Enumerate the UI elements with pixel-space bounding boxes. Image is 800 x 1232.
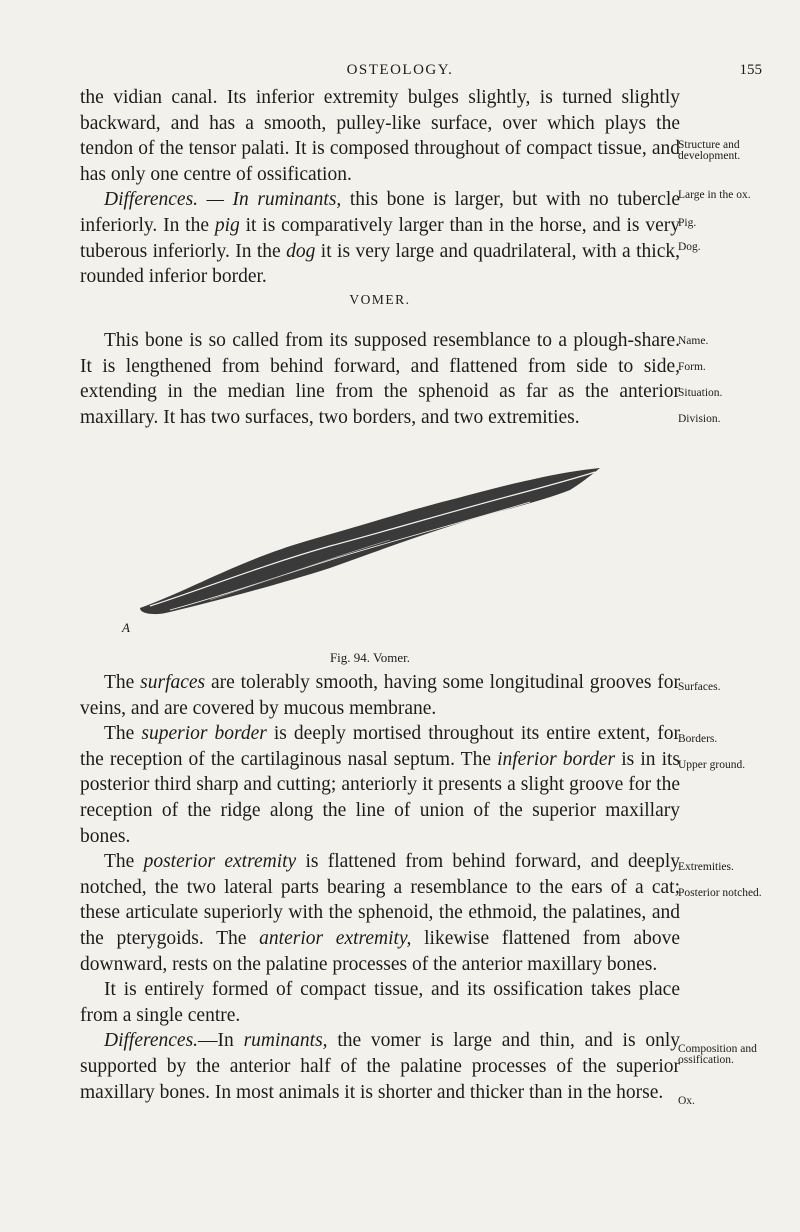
em-anterior-extremity: anterior extremity, [259, 927, 412, 949]
margin-note-borders: Borders. [678, 733, 718, 745]
margin-note-posterior-notched: Posterior notched. [678, 887, 762, 899]
text-run: —In [198, 1030, 244, 1052]
margin-note-extremities: Extremities. [678, 861, 734, 873]
figure-caption: Fig. 94. Vomer. [329, 650, 411, 665]
margin-note-name: Name. [678, 335, 709, 347]
em-posterior-extremity: posterior extremity [143, 851, 297, 873]
em-ruminants: ruminants, [257, 189, 342, 211]
figure-mark: A [122, 620, 130, 635]
em-pig: pig [214, 214, 240, 236]
vomer-illustration [110, 440, 630, 640]
margin-note-structure: Structure and development. [678, 139, 741, 162]
paragraph-surfaces [80, 670, 680, 721]
page-header [0, 62, 800, 86]
text-run: The [104, 672, 141, 693]
figure-vomer [110, 440, 630, 665]
text-run: likewise flattened from above downward, rests on the palatine processes of the anterior maxillary bones. [80, 927, 680, 975]
paragraph: This bone is so called from its supposed resemblance to a plough-share. It is lengthened from behind forward, and flattened from side to side, extending in the median line from the sphenoid as far as the anterior maxillary. It has two surfaces, two borders, and two extremities. [80, 330, 680, 428]
margin-note-upper-ground: Upper ground. [678, 759, 746, 771]
text-run: it is comparatively larger than in the horse, and is very tuberous inferiorly. In the [80, 214, 680, 262]
margin-note-ox: Ox. [678, 1095, 695, 1107]
differences-heading: Differences. — In [104, 189, 249, 211]
margin-note-situation: Situation. [678, 387, 723, 399]
text-run: are tolerably smooth, having some longitudinal grooves for veins, and are covered by mucous membrane. [80, 672, 680, 719]
em-ruminants: ruminants, [243, 1030, 328, 1052]
text-run: The [104, 723, 142, 745]
text-run: is in its posterior third sharp and cutting; anteriorly it presents a slight groove for the reception of the ridge along the line of union of the superior maxillary bones. [80, 748, 681, 847]
section-vomer-body [80, 670, 680, 1105]
section-heading-vomer: VOMER. [349, 292, 411, 307]
text-run: it is very large and quadrilateral, with a thick, rounded inferior border. [80, 240, 680, 288]
text-run: this bone is larger, but with no tubercle inferiorly. In the [80, 189, 680, 236]
em-dog: dog [286, 240, 316, 262]
paragraph-extremities [80, 849, 680, 977]
paragraph: the vidian canal. Its inferior extremity bulges slightly, is turned slightly backward, and has a smooth, pulley-like surface, over which plays the tendon of the tensor palati. It is composed throughout of compact tissue, and has only one centre of ossification. [80, 87, 680, 185]
margin-note-large-ox: Large in the ox. [678, 189, 751, 201]
paragraph-borders [80, 721, 680, 849]
text-run: The [104, 851, 144, 873]
margin-note-dog: Dog. [678, 241, 701, 253]
page-number: 155 [739, 62, 762, 78]
margin-note-composition: Composition and ossification. [678, 1043, 757, 1066]
section-vomer-intro [80, 328, 680, 430]
margin-note-surfaces: Surfaces. [678, 681, 721, 693]
paragraph-composition: It is entirely formed of compact tissue, and its ossification takes place from a single centre. [80, 979, 680, 1026]
running-title: OSTEOLOGY. [346, 62, 454, 78]
em-superior-border: superior border [141, 723, 267, 745]
paragraph-differences [80, 187, 680, 289]
margin-note-division: Division. [678, 413, 721, 425]
text-run: is flattened from behind forward, and deeply notched, the two lateral parts bearing a resemblance to the ears of a cat; these articulate superiorly with the sphenoid, the ethmoid, the palatines, and the pterygoids. The [80, 851, 680, 949]
em-differences: Differences. [104, 1030, 199, 1052]
margin-note-pig: Pig. [678, 217, 697, 229]
text-run: the vomer is large and thin, and is only supported by the anterior half of the palatine processes of the superior maxillary bones. In most animals it is shorter and thicker than in the horse. [80, 1030, 680, 1103]
text-run: is deeply mortised throughout its entire extent, for the reception of the cartilaginous nasal septum. The [80, 723, 680, 770]
em-surfaces: surfaces [140, 672, 206, 693]
em-inferior-border: inferior border [497, 748, 616, 770]
paragraph-differences [80, 1028, 680, 1105]
section-sphenoid-end [80, 85, 680, 290]
margin-note-form: Form. [678, 361, 706, 373]
